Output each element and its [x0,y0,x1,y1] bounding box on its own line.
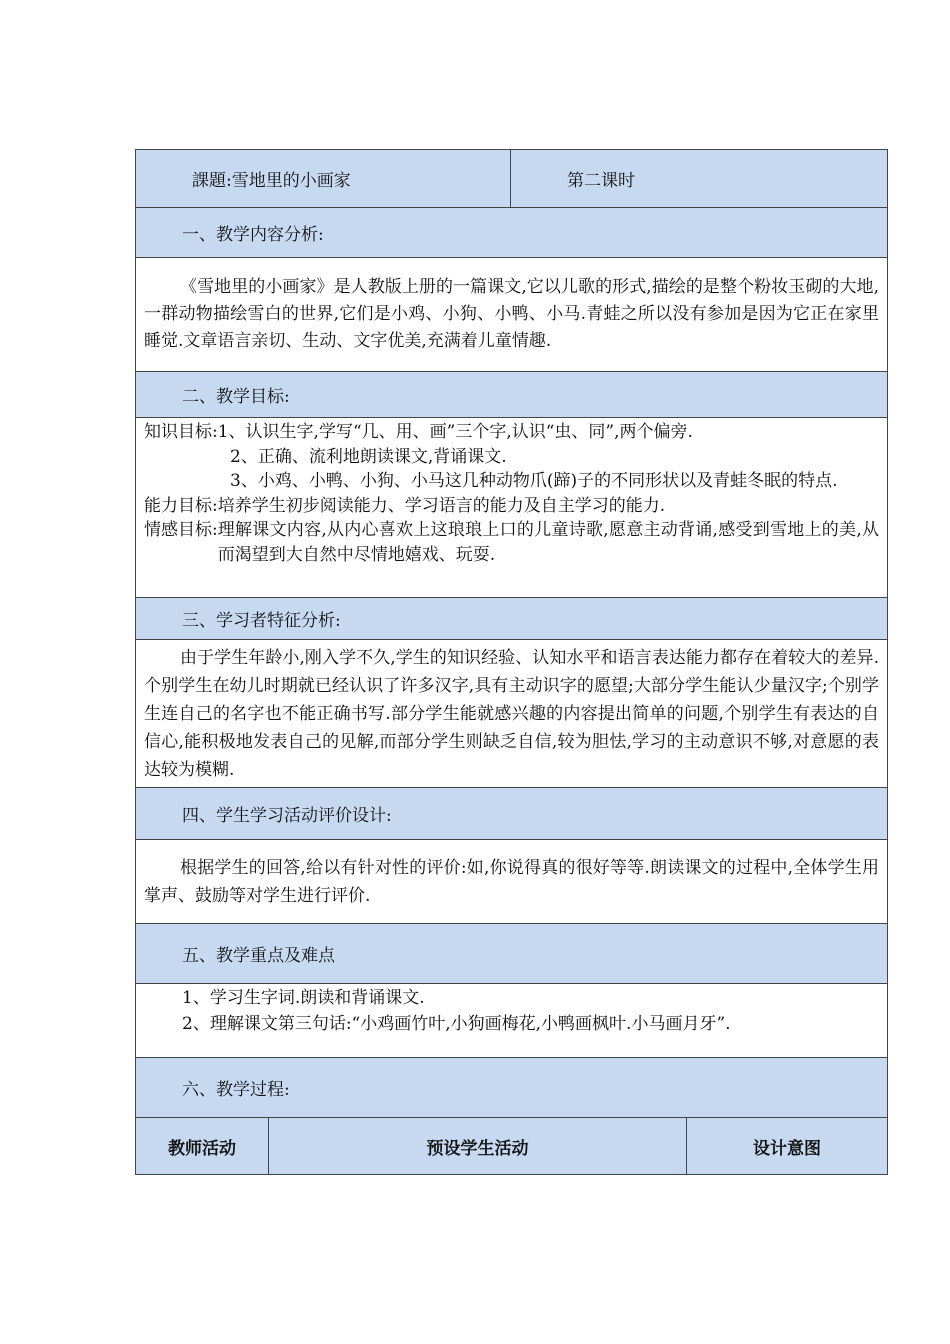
content-analysis-text: 《雪地里的小画家》是人教版上册的一篇课文,它以儿歌的形式,描绘的是整个粉妆玉砌的大地,一群动物描绘雪白的世界,它们是小鸡、小狗、小鸭、小马.青蛙之所以没有参加是因为它正在家里睡觉.文章语言亲切、生动、文字优美,充满着儿童情趣. [144,277,880,351]
section-keypoints-title: 五、教学重点及难点 [136,924,888,984]
ability-objective: 能力目标:培养学生初步阅读能力、学习语言的能力及自主学习的能力. [144,495,666,516]
emotion-label: 情感目标: [144,520,218,540]
knowledge-objective-2: 2、正确、流利地朗读课文,背诵课文. [230,446,507,467]
section-evaluation-title: 四、学生学习活动评价设计: [136,788,888,840]
emotion-objective [144,518,879,567]
emotion-text: 理解课文内容,从内心喜欢上这琅琅上口的儿童诗歌,愿意主动背诵,感受到雪地上的美,从而渴望到大自然中尽情地嬉戏、玩耍. [217,520,880,565]
knowledge-label: 知识目标: [144,422,218,442]
lesson-plan-document [135,149,887,1175]
knowledge-objective-3: 3、小鸡、小鸭、小狗、小马这几种动物爪(蹄)子的不同形状以及青蛙冬眠的特点. [230,471,838,491]
lesson-period: 第二课时 [511,150,888,208]
lesson-topic: 課題:雪地里的小画家 [136,150,511,208]
section-content-analysis-title: 一、教学内容分析: [136,208,888,258]
section-process-title: 六、教学过程: [136,1058,888,1118]
evaluation-text: 根据学生的回答,给以有针对性的评价:如,你说得真的很好等等.朗读课文的过程中,全体学生用掌声、鼓励等对学生进行评价. [144,857,880,906]
learner-analysis-text: 由于学生年龄小,刚入学不久,学生的知识经验、认知水平和语言表达能力都存在着较大的差异.个别学生在幼儿时期就已经认识了许多汉字,具有主动识字的愿望;大部分学生能认少量汉字;个别学生连自己的名字也不能正确书写.部分学生能就感兴趣的内容提出简单的问题,个别学生有表达的自信心,能积极地发表自己的见解,而部分学生则缺乏自信,较为胆怯,学习的主动意识不够,对意愿的表达较为模糊. [144,647,880,780]
section-keypoints-body [136,984,888,1058]
keypoint-item-2: 2、理解课文第三句话:“小鸡画竹叶,小狗画梅花,小鸭画枫叶.小马画月牙”. [182,1014,731,1034]
keypoint-item-1: 1、学习生字词.朗读和背诵课文. [182,988,425,1008]
section-evaluation-body [136,840,888,924]
column-student-activity: 预设学生活动 [269,1118,687,1175]
section-objectives-body [136,418,888,598]
section-learner-body [136,640,888,788]
column-teacher-activity: 教师活动 [136,1118,269,1175]
section-objectives-title: 二、教学目标: [136,372,888,418]
knowledge-objective-1: 知识目标:1、认识生字,学写“几、用、画”三个字,认识“虫、同”,两个偏旁. [144,422,693,442]
column-design-intent: 设计意图 [687,1118,888,1175]
section-learner-title: 三、学习者特征分析: [136,598,888,640]
lesson-plan-table [135,149,888,1175]
section-content-analysis-body [136,258,888,372]
